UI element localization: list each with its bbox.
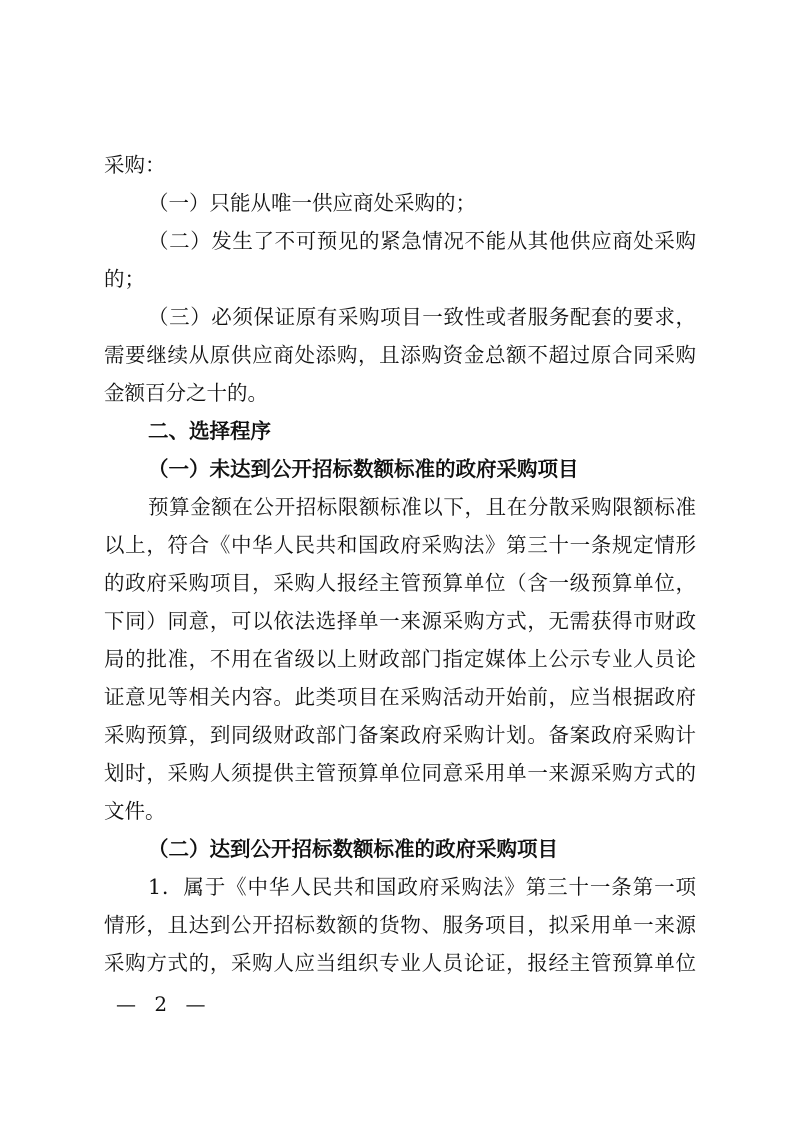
paragraph-one-line-3: 的政府采购项目，采购人报经主管预算单位（含一级预算单位， (104, 571, 696, 595)
paragraph-one-line-5: 局的批准，不用在省级以上财政部门指定媒体上公示专业人员论 (104, 647, 696, 671)
paragraph-two-line-3: 采购方式的，采购人应当组织专业人员论证，报经主管预算单位 (104, 951, 696, 975)
paragraph-one-line-9: 文件。 (104, 799, 166, 823)
paragraph-two-line-2: 情形，且达到公开招标数额的货物、服务项目，拟采用单一来源 (104, 913, 696, 937)
list-item-one: （一）只能从唯一供应商处采购的； (148, 191, 476, 215)
paragraph-one-line-6: 证意见等相关内容。此类项目在采购活动开始前，应当根据政府 (104, 685, 696, 709)
paragraph-one-line-2: 以上，符合《中华人民共和国政府采购法》第三十一条规定情形 (104, 533, 696, 557)
page-number: — 2 — (116, 992, 212, 1016)
section-heading: 二、选择程序 (148, 419, 271, 443)
subsection-heading-one: （一）未达到公开招标数额标准的政府采购项目 (148, 457, 579, 481)
paragraph-one-line-4: 下同）同意，可以依法选择单一来源采购方式，无需获得市财政 (104, 609, 696, 633)
paragraph-two-line-1: 1．属于《中华人民共和国政府采购法》第三十一条第一项 (148, 875, 696, 899)
paragraph-one-line-1: 预算金额在公开招标限额标准以下，且在分散采购限额标准 (148, 495, 696, 519)
list-item-three-line-1: （三）必须保证原有采购项目一致性或者服务配套的要求， (148, 305, 696, 329)
paragraph-one-line-8: 划时，采购人须提供主管预算单位同意采用单一来源采购方式的 (104, 761, 696, 785)
list-item-three-line-2: 需要继续从原供应商处添购，且添购资金总额不超过原合同采购 (104, 343, 696, 367)
list-item-two-line-2: 的； (104, 267, 145, 291)
text-line-1: 采购： (104, 153, 166, 177)
paragraph-one-line-7: 采购预算，到同级财政部门备案政府采购计划。备案政府采购计 (104, 723, 696, 747)
subsection-heading-two: （二）达到公开招标数额标准的政府采购项目 (148, 837, 558, 861)
list-item-three-line-3: 金额百分之十的。 (104, 381, 268, 405)
list-item-two-line-1: （二）发生了不可预见的紧急情况不能从其他供应商处采购 (148, 229, 696, 253)
